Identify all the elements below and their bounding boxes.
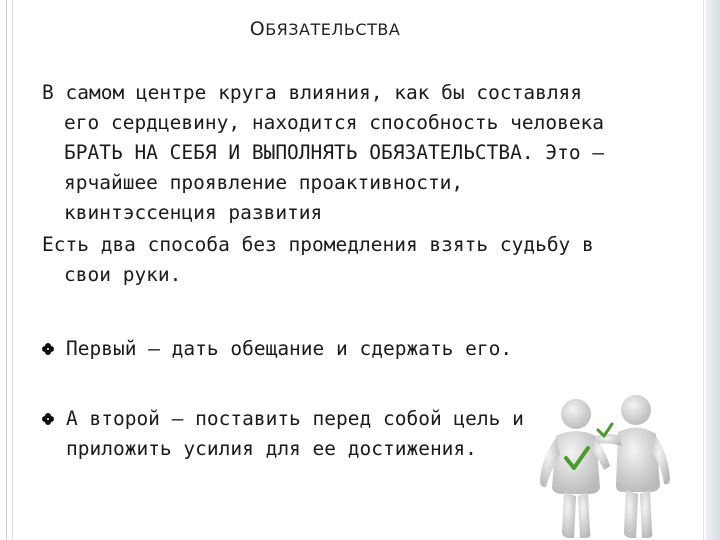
- bullet-text-2: А второй — поставить перед собой цель и приложить усилия для ее достижения.: [66, 407, 524, 460]
- two-people-checkmark-icon: [528, 392, 678, 540]
- paragraph-2: Есть два способа без промедления взять судьбу в свои руки.: [42, 233, 594, 286]
- slide-edge-stripe: [706, 0, 720, 540]
- bullet-text-1: Первый — дать обещание и сдержать его.: [66, 337, 513, 360]
- slide-body: [42, 78, 612, 464]
- slide-title: [0, 18, 650, 40]
- title-first-letter: О: [249, 18, 266, 40]
- title-rest: БЯЗАТЕЛЬСТВА: [265, 20, 401, 39]
- paragraph-1: В самом центре круга влияния, как бы составляя его сердцевину, находится способность человека БРАТЬ НА СЕБЯ И ВЫПОЛНЯТЬ ОБЯЗАТЕЛЬСТВА. Это — ярчайшее проявление проактивности, квинтэссенция развития: [42, 81, 605, 224]
- bullet-item-2: [42, 404, 612, 464]
- bullet-item-1: [42, 334, 612, 364]
- four-leaf-bullet-icon: [42, 413, 54, 425]
- four-leaf-bullet-icon: [42, 343, 54, 355]
